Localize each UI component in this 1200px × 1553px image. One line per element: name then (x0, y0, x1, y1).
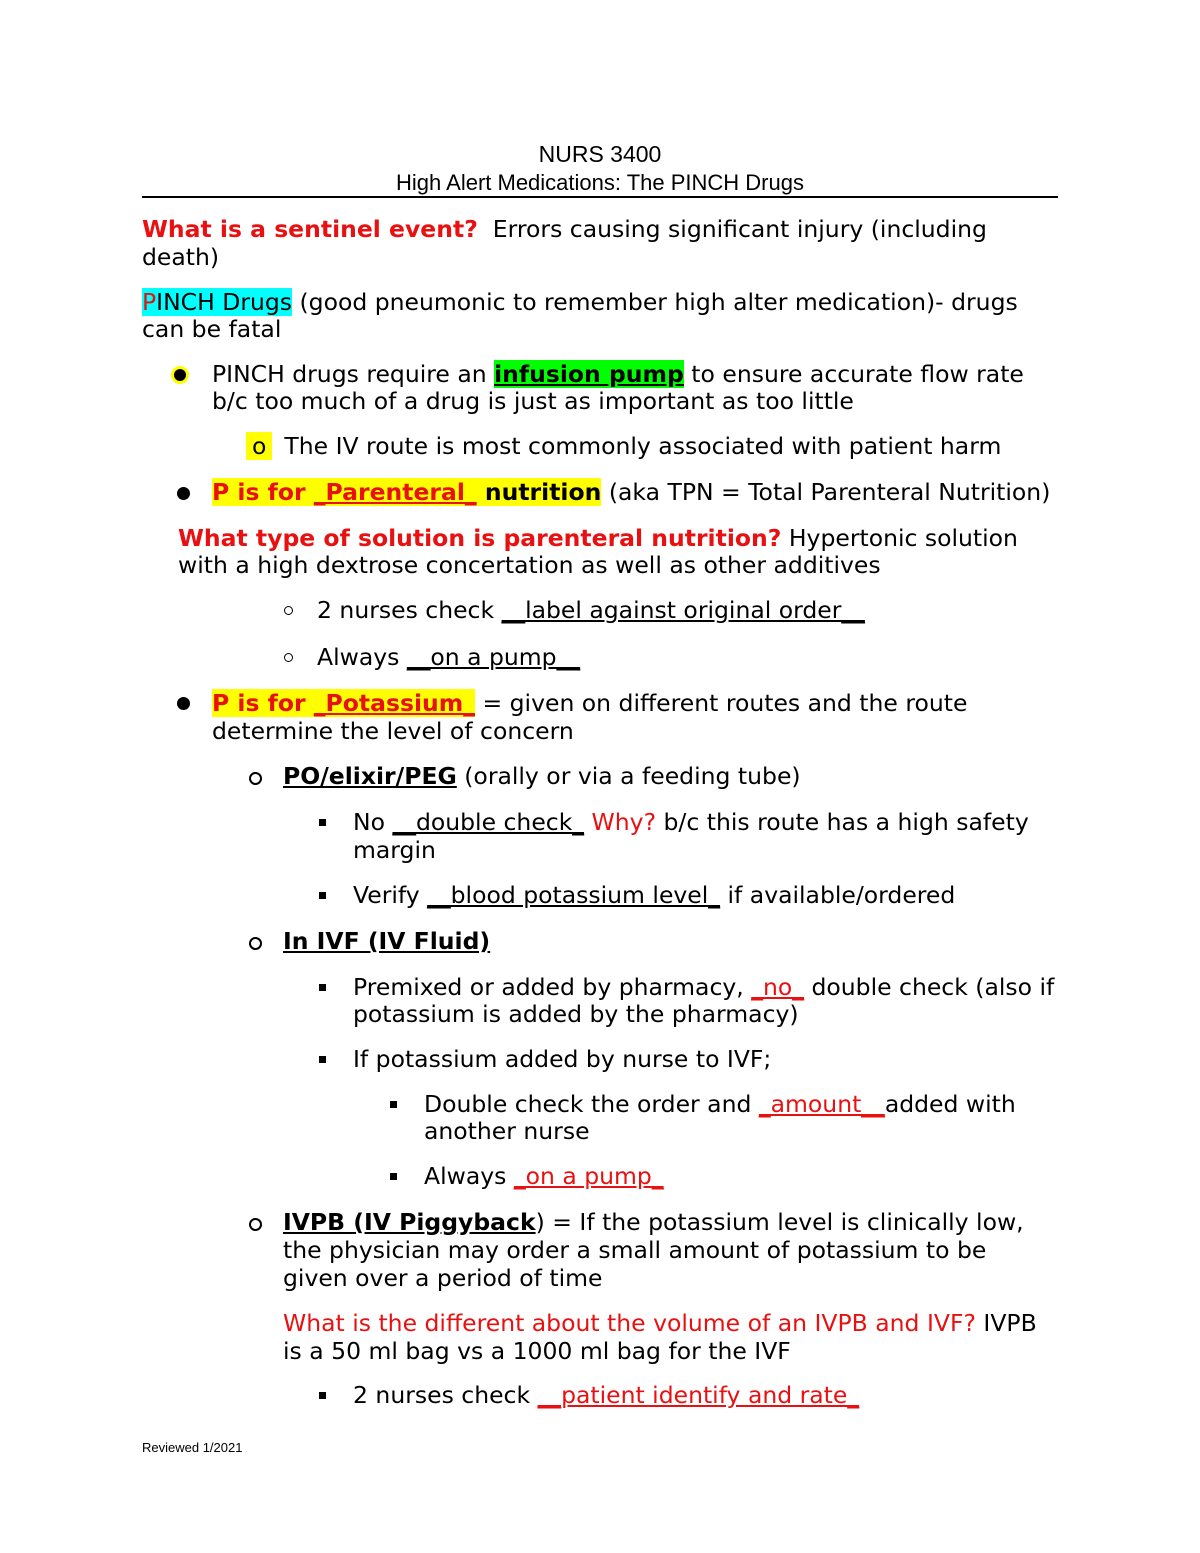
sub-bullet-circle (249, 772, 262, 785)
sub-bullet-circle (249, 1218, 262, 1231)
sub-bullet-circle (284, 653, 293, 662)
po-line: PO/elixir/PEG (orally or via a feeding tube) (283, 762, 801, 790)
ivf-item2: If potassium added by nurse to IVF; (353, 1045, 772, 1073)
header-rule (142, 196, 1058, 198)
parenteral-line: P is for _Parenteral_ nutrition (aka TPN = Total Parenteral Nutrition) (212, 478, 1051, 506)
ivpb-question: What is the different about the volume of an IVPB and IVF? (283, 1309, 976, 1337)
sentinel-answer-cont: death) (142, 243, 220, 271)
ivpb-label: IVPB (IV Piggyback (283, 1208, 536, 1236)
bullet-dot (174, 369, 186, 381)
sentinel-answer: Errors causing significant injury (including (492, 215, 987, 243)
infusion-line: PINCH drugs require an infusion pump to ensure accurate flow rate (212, 360, 1024, 388)
sentinel-line (142, 215, 987, 243)
pinch-intro-text: (good pneumonic to remember high alter medication)- drugs (292, 288, 1018, 316)
ivf-sub1: Double check the order and _amount__added with (424, 1090, 1016, 1118)
potassium-line: P is for _Potassium_ = given on different routes and the route (212, 689, 968, 717)
ivf-item1: Premixed or added by pharmacy, _no_ double check (also if (353, 973, 1055, 1001)
square-bullet (319, 1392, 326, 1399)
pinch-intro-cont: can be fatal (142, 315, 282, 343)
ivpb-check: 2 nurses check __patient identify and rate_ (353, 1381, 860, 1409)
potassium-label: P is for _Potassium_ (212, 689, 475, 717)
iv-route-line: o The IV route is most commonly associated with patient harm (246, 432, 1001, 460)
ivpb-answer-cont: is a 50 ml bag vs a 1000 ml bag for the IVF (283, 1337, 791, 1365)
square-bullet (319, 819, 326, 826)
ivf-sub1-cont: another nurse (424, 1117, 590, 1145)
square-bullet (319, 892, 326, 899)
square-bullet (319, 1056, 326, 1063)
parenteral-answer-cont: with a high dextrose concertation as well as other additives (178, 551, 881, 579)
ivf-line (283, 927, 490, 955)
ivpb-line: IVPB (IV Piggyback) = If the potassium level is clinically low, (283, 1208, 1024, 1236)
ivpb-cont1: the physician may order a small amount of potassium to be (283, 1236, 987, 1264)
document-subtitle: High Alert Medications: The PINCH Drugs (396, 170, 804, 195)
sub-bullet-glyph: o (246, 432, 272, 460)
sub-bullet-circle (249, 937, 262, 950)
po-item1-cont: margin (353, 836, 436, 864)
parenteral-check2: Always __on a pump__ (317, 643, 581, 671)
sentinel-question: What is a sentinel event? (142, 215, 478, 243)
ivf-label: In IVF (IV Fluid) (283, 927, 491, 955)
infusion-pump-term: infusion pump (494, 360, 684, 388)
potassium-cont: determine the level of concern (212, 717, 574, 745)
ivf-item1-cont: potassium is added by the pharmacy) (353, 1000, 799, 1028)
bullet-dot (177, 487, 190, 500)
ivpb-question-line: What is the different about the volume of an IVPB and IVF? IVPB (283, 1309, 1037, 1337)
pinch-drugs-label: PINCH Drugs (142, 288, 293, 316)
square-bullet (390, 1173, 397, 1180)
ivpb-cont2: given over a period of time (283, 1264, 603, 1292)
square-bullet (390, 1101, 397, 1108)
square-bullet (319, 984, 326, 991)
po-label: PO/elixir/PEG (283, 762, 457, 790)
parenteral-check1: 2 nurses check __label against original order__ (317, 596, 865, 624)
bullet-dot (177, 697, 190, 710)
po-item2: Verify __blood potassium level_ if available/ordered (353, 881, 956, 909)
pinch-intro-line (142, 288, 1018, 316)
course-title: NURS 3400 (538, 141, 662, 167)
po-item1: No __double check_ Why? b/c this route has a high safety (353, 808, 1029, 836)
infusion-cont: b/c too much of a drug is just as important as too little (212, 387, 854, 415)
parenteral-question-line: What type of solution is parenteral nutrition? Hypertonic solution (178, 524, 1018, 552)
ivf-sub2: Always _on a pump_ (424, 1162, 664, 1190)
parenteral-label: P is for _Parenteral_ nutrition (212, 478, 602, 506)
sub-bullet-circle (284, 606, 293, 615)
footer-reviewed: Reviewed 1/2021 (142, 1440, 243, 1455)
parenteral-question: What type of solution is parenteral nutrition? (178, 524, 782, 552)
